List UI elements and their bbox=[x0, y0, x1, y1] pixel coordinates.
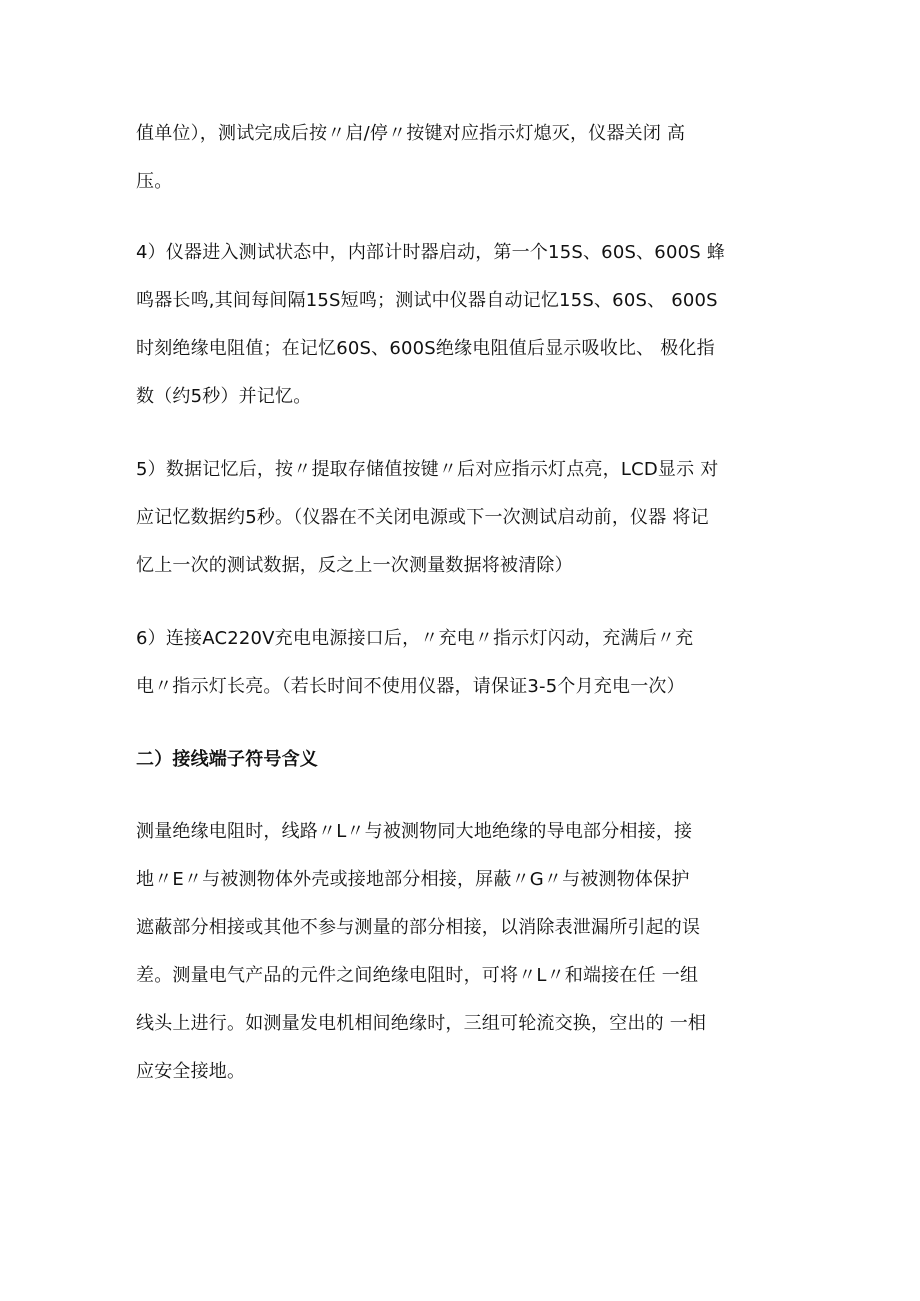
text-line: 鸣器长鸣,其间每间隔15S短鸣；测试中仪器自动记忆15S、60S、 600S bbox=[136, 290, 718, 311]
text-line: 电〃指示灯长亮。（若长时间不使用仪器，请保证3-5个月充电一次） bbox=[136, 676, 685, 697]
text-line: 线头上进行。如测量发电机相间绝缘时，三组可轮流交换，空出的 一相 bbox=[136, 1013, 707, 1034]
paragraph-item-4 bbox=[136, 229, 786, 421]
text-line: 4）仪器进入测试状态中，内部计时器启动，第一个15S、60S、600S 蜂 bbox=[136, 242, 726, 263]
text-line: 忆上一次的测试数据，反之上一次测量数据将被清除） bbox=[136, 555, 573, 576]
paragraph-continuation bbox=[136, 110, 786, 206]
text-line: 差。测量电气产品的元件之间绝缘电阻时，可将〃L〃和端接在任 一组 bbox=[136, 965, 699, 986]
text-line: 应记忆数据约5秒。（仪器在不关闭电源或下一次测试启动前，仪器 将记 bbox=[136, 507, 709, 528]
text-line: 地〃E〃与被测物体外壳或接地部分相接，屏蔽〃G〃与被测物体保护 bbox=[136, 869, 690, 890]
paragraph-terminals bbox=[136, 808, 786, 1096]
text-line: 遮蔽部分相接或其他不参与测量的部分相接，以消除表泄漏所引起的误 bbox=[136, 917, 701, 938]
text-line: 时刻绝缘电阻值；在记忆60S、600S绝缘电阻值后显示吸收比、 极化指 bbox=[136, 338, 715, 359]
text-line: 值单位），测试完成后按〃启/停〃按键对应指示灯熄灭，仪器关闭 高 bbox=[136, 123, 686, 144]
section-heading bbox=[136, 736, 786, 784]
section-heading-text: 二）接线端子符号含义 bbox=[136, 749, 318, 770]
paragraph-item-5 bbox=[136, 446, 786, 590]
text-line: 应安全接地。 bbox=[136, 1061, 246, 1082]
paragraph-item-6 bbox=[136, 615, 786, 711]
text-line: 数（约5秒）并记忆。 bbox=[136, 386, 312, 407]
text-line: 压。 bbox=[136, 171, 173, 192]
text-line: 测量绝缘电阻时，线路〃L〃与被测物同大地绝缘的导电部分相接，接 bbox=[136, 821, 693, 842]
text-line: 5）数据记忆后，按〃提取存储值按键〃后对应指示灯点亮，LCD显示 对 bbox=[136, 459, 719, 480]
text-line: 6）连接AC220V充电电源接口后，〃充电〃指示灯闪动，充满后〃充 bbox=[136, 628, 694, 649]
